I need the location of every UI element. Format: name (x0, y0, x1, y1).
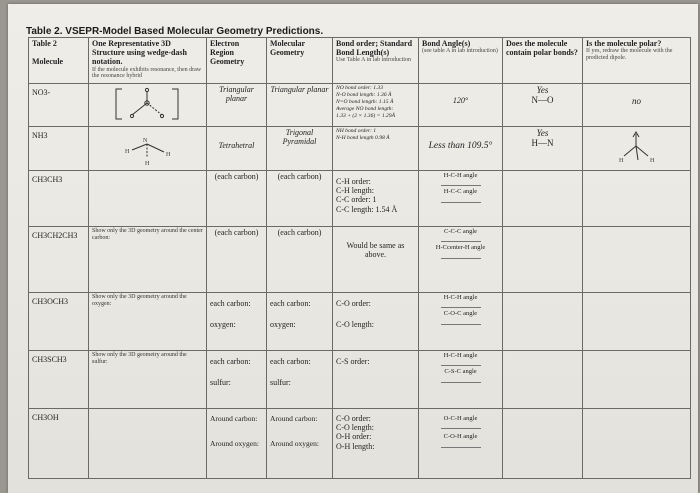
molecular-geometry-cell: Around carbon: Around oxygen: (267, 409, 333, 479)
header-polar-molecule: Is the molecule polar? If yes, redraw the molecule with the predicted dipole. (583, 38, 691, 84)
svg-text:H: H (650, 158, 655, 164)
angle-cell: 120° (419, 84, 503, 127)
header-molecule: Table 2 Molecule (29, 38, 89, 84)
structure-cell (89, 84, 207, 127)
molecular-geometry-cell: each carbon: sulfur: (267, 351, 333, 409)
electron-geometry-cell: (each carbon) (207, 171, 267, 227)
molecule-cell: CH3SCH3 (29, 351, 89, 409)
bond-cell: C-O order: C-O length: O-H order: O-H length: (333, 409, 419, 479)
svg-text:H: H (145, 161, 150, 166)
angle-cell: O-C-H angle C-O-H angle (419, 409, 503, 479)
table-row (29, 293, 691, 351)
structure-cell (89, 171, 207, 227)
polar-molecule-cell (583, 171, 691, 227)
angle-cell: Less than 109.5° (419, 127, 503, 171)
header-row (29, 38, 691, 84)
structure-cell: Show only the 3D geometry around the oxygen: (89, 293, 207, 351)
bond-cell: C-H order: C-H length: C-C order: 1 C-C length: 1.54 Å (333, 171, 419, 227)
molecular-geometry-cell: Triangular planar (267, 84, 333, 127)
angle-cell: H-C-H angle C-O-C angle (419, 293, 503, 351)
structure-cell (89, 409, 207, 479)
svg-text:H: H (619, 158, 624, 164)
bond-cell: NH bond order: 1 N-H bond length 0.98 Å (333, 127, 419, 171)
polar-bonds-cell (503, 293, 583, 351)
structure-cell: Show only the 3D geometry around the center carbon: (89, 227, 207, 293)
svg-text:H: H (166, 152, 171, 158)
table-row (29, 227, 691, 293)
nitrate-structure-drawing (92, 85, 202, 123)
molecular-geometry-cell: each carbon: oxygen: (267, 293, 333, 351)
table-row (29, 171, 691, 227)
structure-cell (89, 127, 207, 171)
molecular-geometry-cell: Trigonal Pyramidal (267, 127, 333, 171)
structure-cell: Show only the 3D geometry around the sulfur: (89, 351, 207, 409)
svg-text:H: H (125, 149, 130, 155)
molecular-geometry-cell: (each carbon) (267, 171, 333, 227)
table-row (29, 127, 691, 171)
electron-geometry-cell: each carbon: sulfur: (207, 351, 267, 409)
molecular-geometry-cell: (each carbon) (267, 227, 333, 293)
polar-bonds-cell (503, 409, 583, 479)
table-row (29, 409, 691, 479)
angle-cell: C-C-C angle H-Ccenter-H angle (419, 227, 503, 293)
ammonia-structure-drawing (92, 128, 202, 166)
bond-cell: C-O order: C-O length: (333, 293, 419, 351)
electron-geometry-cell: Tetrahetral (207, 127, 267, 171)
bond-cell: NO bond order: 1.33 N-O bond length: 1.36 Å N=O bond length: 1.15 Å Average NO bond length: 1.33 + (2 × 1.36) = 1.29Å (333, 84, 419, 127)
polar-molecule-cell (583, 227, 691, 293)
polar-molecule-cell (583, 293, 691, 351)
header-angle: Bond Angle(s) (see table A in lab introduction) (419, 38, 503, 84)
angle-cell: H-C-H angle C-S-C angle (419, 351, 503, 409)
vsepr-table (28, 37, 691, 479)
molecule-cell: CH3CH2CH3 (29, 227, 89, 293)
polar-molecule-cell: no (583, 84, 691, 127)
polar-bonds-cell (503, 171, 583, 227)
molecule-cell: CH3OCH3 (29, 293, 89, 351)
molecule-cell: CH3OH (29, 409, 89, 479)
polar-bonds-cell: Yes N—O (503, 84, 583, 127)
polar-molecule-cell (583, 351, 691, 409)
electron-geometry-cell: Triangular planar (207, 84, 267, 127)
molecule-cell: CH3CH3 (29, 171, 89, 227)
bond-cell: C-S order: (333, 351, 419, 409)
molecule-cell: NH3 (29, 127, 89, 171)
polar-bonds-cell (503, 351, 583, 409)
polar-molecule-cell (583, 127, 691, 171)
header-molecular: Molecular Geometry (267, 38, 333, 84)
electron-geometry-cell: Around carbon: Around oxygen: (207, 409, 267, 479)
table-row (29, 84, 691, 127)
electron-geometry-cell: each carbon: oxygen: (207, 293, 267, 351)
electron-geometry-cell: (each carbon) (207, 227, 267, 293)
header-bond: Bond order; Standard Bond Length(s) Use Table A in lab introduction (333, 38, 419, 84)
polar-molecule-cell (583, 409, 691, 479)
table-row (29, 351, 691, 409)
polar-bonds-cell (503, 227, 583, 293)
bond-cell: Would be same as above. (333, 227, 419, 293)
header-polar-bonds: Does the molecule contain polar bonds? (503, 38, 583, 84)
angle-cell: H-C-H angle H-C-C angle (419, 171, 503, 227)
table-title: Table 2. VSEPR-Model Based Molecular Geometry Predictions. (26, 26, 324, 37)
ammonia-dipole-drawing (586, 128, 686, 166)
header-electron: Electron Region Geometry (207, 38, 267, 84)
polar-bonds-cell: Yes H—N (503, 127, 583, 171)
header-structure: One Representative 3D Structure using wedge-dash notation. If the molecule exhibits resonance, then draw the resonance hybrid (89, 38, 207, 84)
svg-text:N: N (143, 138, 148, 144)
molecule-cell: NO3- (29, 84, 89, 127)
